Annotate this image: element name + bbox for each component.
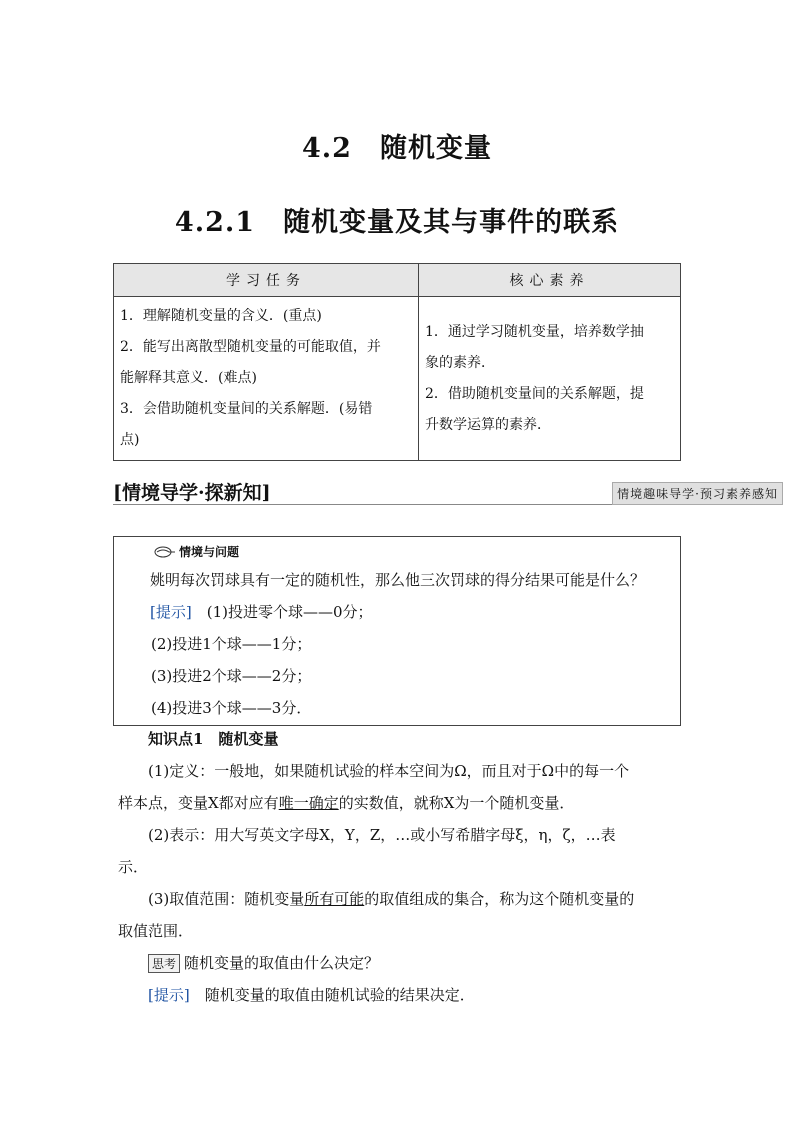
section-tag: 情境趣味导学·预习素养感知 [612, 482, 783, 505]
range-text: (3)取值范围：随机变量 [148, 890, 305, 908]
core-line: 升数学运算的素养． [425, 416, 551, 433]
representation-line-2: 示． [118, 858, 149, 876]
core-line: 1．通过学习随机变量，培养数学抽 [425, 323, 644, 340]
task-line: 3．会借助随机变量间的关系解题．(易错 [120, 401, 373, 417]
scenario-answer-1 [150, 601, 373, 622]
think-answer [148, 984, 475, 1005]
answer-text: (1)投进零个球——0分； [206, 603, 373, 621]
task-line: 1．理解随机变量的含义．(重点) [120, 308, 322, 324]
learning-goals-table [113, 263, 681, 461]
range-line-2: 取值范围． [118, 922, 194, 940]
scenario-answer-3: (3)投进2个球——2分； [151, 667, 312, 685]
definition-line-1: (1)定义：一般地，如果随机试验的样本空间为Ω，而且对于Ω中的每一个 [148, 762, 630, 780]
hint-text: 随机变量的取值由随机试验的结果决定． [204, 986, 475, 1004]
core-cell [419, 297, 681, 461]
task-line: 能解释其意义．(难点) [120, 370, 257, 386]
hint-label: [提示] [150, 603, 192, 621]
tasks-cell [114, 297, 419, 461]
task-line: 2．能写出离散型随机变量的可能取值，并 [120, 339, 381, 355]
underlined-term: 唯一确定 [278, 794, 339, 812]
range-text: 的取值组成的集合，称为这个随机变量的 [364, 890, 635, 908]
scenario-heading [154, 543, 239, 560]
scenario-heading-text: 情境与问题 [179, 545, 240, 559]
task-line: 点) [120, 432, 140, 448]
think-text: 随机变量的取值由什么决定？ [184, 954, 380, 972]
section-bar [113, 478, 783, 505]
definition-text: 的实数值，就称X为一个随机变量． [338, 794, 575, 812]
scenario-question: 姚明每次罚球具有一定的随机性，那么他三次罚球的得分结果可能是什么？ [150, 571, 646, 589]
section-heading: [情境导学·探新知] [113, 482, 271, 504]
range-line-1 [148, 888, 634, 909]
scenario-box [113, 536, 681, 726]
underlined-term: 所有可能 [304, 890, 365, 908]
think-question [148, 952, 379, 973]
definition-text: 样本点，变量X都对应有 [118, 794, 279, 812]
core-line: 2．借助随机变量间的关系解题，提 [425, 385, 644, 402]
core-line: 象的素养． [425, 354, 495, 371]
think-badge: 思考 [148, 954, 180, 973]
section-title-4-2: 4.2 随机变量 [302, 133, 492, 164]
hint-label: [提示] [148, 986, 190, 1004]
table-header-tasks: 学习任务 [114, 264, 419, 297]
table-header-core: 核心素养 [419, 264, 681, 297]
representation-line-1: (2)表示：用大写英文字母X，Y，Z，…或小写希腊字母ξ，η，ζ，…表 [148, 826, 616, 844]
subsection-title-4-2-1: 4.2.1 随机变量及其与事件的联系 [174, 207, 620, 238]
definition-line-2 [118, 792, 574, 813]
scenario-answer-4: (4)投进3个球——3分． [151, 699, 312, 717]
scenario-answer-2: (2)投进1个球——1分； [151, 635, 312, 653]
pointing-hand-icon [154, 546, 176, 558]
knowledge-point-label: 知识点1 随机变量 [148, 730, 279, 748]
